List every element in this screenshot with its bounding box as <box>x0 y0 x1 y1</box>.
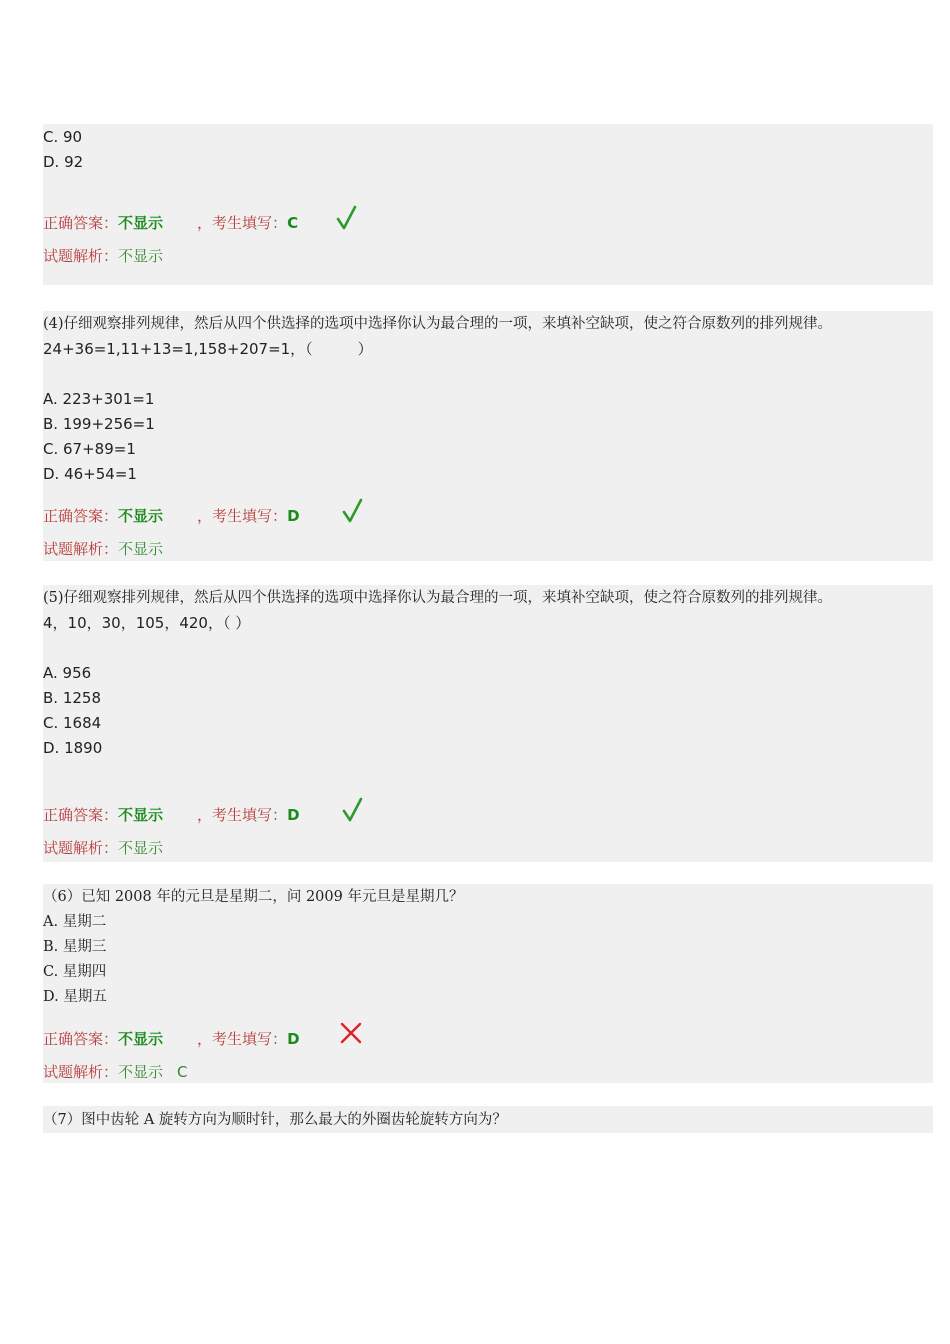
q5-option-a: A. 956 <box>43 664 92 682</box>
q6-option-a: A. 星期二 <box>43 914 107 930</box>
q3-option-c: C. 90 <box>43 128 83 146</box>
q6-option-b: B. 星期三 <box>43 939 107 955</box>
correct-answer-label: 正确答案： <box>43 806 119 824</box>
q4-option-c: C. 67+89=1 <box>43 440 136 458</box>
comma: ， <box>197 1030 213 1048</box>
q6-answer-row <box>43 1029 300 1049</box>
wrong-cross-icon <box>340 1022 362 1044</box>
student-answer-value: D <box>287 507 300 525</box>
q5-analysis-row <box>43 838 163 858</box>
q5-option-b: B. 1258 <box>43 689 102 707</box>
correct-answer-value: 不显示 <box>118 214 164 232</box>
correct-answer-label: 正确答案： <box>43 1030 119 1048</box>
q3-analysis-row <box>43 246 163 266</box>
q4-analysis-row <box>43 539 163 559</box>
question-6-panel <box>43 884 933 1083</box>
comma: ， <box>197 806 213 824</box>
q5-option-d: D. 1890 <box>43 739 103 757</box>
q5-option-c: C. 1684 <box>43 714 102 732</box>
student-answer-label: 考生填写： <box>212 806 288 824</box>
correct-check-icon <box>342 797 364 823</box>
analysis-value: 不显示 <box>118 540 164 558</box>
student-answer-label: 考生填写： <box>212 507 288 525</box>
q4-option-d: D. 46+54=1 <box>43 465 137 483</box>
student-answer-label: 考生填写： <box>212 1030 288 1048</box>
analysis-label: 试题解析： <box>43 839 119 857</box>
student-answer-value: C <box>287 214 299 232</box>
analysis-extra: C <box>177 1063 188 1081</box>
correct-answer-value: 不显示 <box>118 806 164 824</box>
q7-stem: （7）图中齿轮 A 旋转方向为顺时针，那么最大的外圈齿轮旋转方向为？ <box>43 1112 507 1128</box>
q5-stem-text: 仔细观察排列规律，然后从四个供选择的选项中选择你认为最合理的一项，来填补空缺项，使之符合原数列的排列规律。 <box>63 590 833 606</box>
q6-option-d: D. 星期五 <box>43 989 107 1005</box>
q3-answer-row <box>43 213 298 233</box>
comma: ， <box>197 507 213 525</box>
analysis-value: 不显示 <box>118 1063 164 1081</box>
analysis-value: 不显示 <box>118 839 164 857</box>
q4-option-a: A. 223+301=1 <box>43 390 155 408</box>
correct-check-icon <box>336 205 358 231</box>
student-answer-value: D <box>287 1030 300 1048</box>
q4-sequence: 24+36=1,11+13=1,158+207=1，（ ） <box>43 340 373 358</box>
student-answer-value: D <box>287 806 300 824</box>
student-answer-label: 考生填写： <box>212 214 288 232</box>
q5-sequence: 4，10，30，105，420，（ ） <box>43 614 251 632</box>
analysis-label: 试题解析： <box>43 540 119 558</box>
q6-analysis-row <box>43 1062 188 1082</box>
q4-number: (4) <box>43 316 64 332</box>
question-3-panel <box>43 124 933 285</box>
analysis-label: 试题解析： <box>43 1063 119 1081</box>
q4-option-b: B. 199+256=1 <box>43 415 155 433</box>
correct-check-icon <box>342 498 364 524</box>
analysis-value: 不显示 <box>118 247 164 265</box>
q3-option-d: D. 92 <box>43 153 84 171</box>
correct-answer-value: 不显示 <box>118 507 164 525</box>
q6-stem: （6）已知 2008 年的元旦是星期二，问 2009 年元旦是星期几？ <box>43 889 464 905</box>
q5-number: (5) <box>43 590 64 606</box>
q5-answer-row <box>43 805 300 825</box>
correct-answer-value: 不显示 <box>118 1030 164 1048</box>
q6-option-c: C. 星期四 <box>43 964 107 980</box>
correct-answer-label: 正确答案： <box>43 507 119 525</box>
analysis-label: 试题解析： <box>43 247 119 265</box>
q4-answer-row <box>43 506 300 526</box>
comma: ， <box>197 214 213 232</box>
q5-stem <box>43 588 832 608</box>
q4-stem-text: 仔细观察排列规律，然后从四个供选择的选项中选择你认为最合理的一项，来填补空缺项，使之符合原数列的排列规律。 <box>63 316 833 332</box>
correct-answer-label: 正确答案： <box>43 214 119 232</box>
q4-stem <box>43 314 832 334</box>
